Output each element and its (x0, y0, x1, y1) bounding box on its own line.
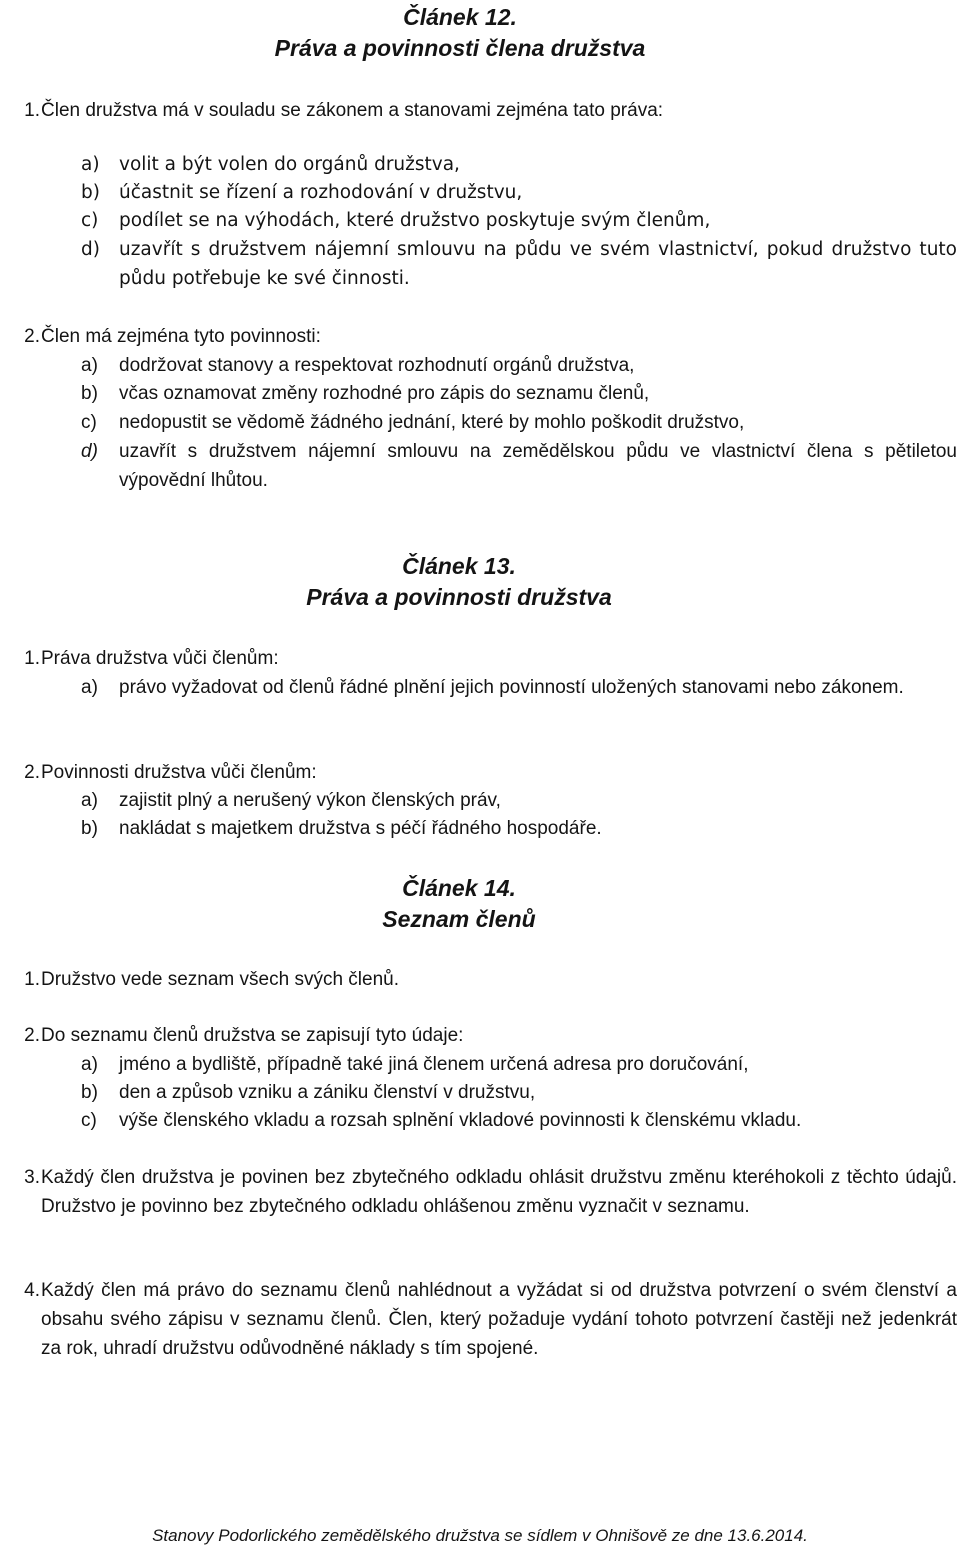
section-number: 2. (24, 762, 40, 783)
section-number: 4. (24, 1280, 40, 1301)
article-14-title: Seznam členů (382, 906, 536, 932)
list-item-text: podílet se na výhodách, které družstvo poskytuje svým členům, (119, 210, 711, 231)
section-intro: Člen družstva má v souladu se zákonem a stanovami zejména tato práva: (41, 100, 664, 121)
section-number: 2. (24, 326, 40, 347)
list-item-text: nakládat s majetkem družstva s péčí řádného hospodáře. (119, 818, 602, 839)
list-item-letter: c) (81, 412, 97, 433)
section-number: 1. (24, 648, 40, 669)
list-item-letter: d) (81, 441, 98, 462)
list-item-letter: d) (81, 239, 100, 260)
list-item-text: jméno a bydliště, případně také jiná členem určená adresa pro doručování, (119, 1054, 749, 1075)
list-item-letter: a) (81, 355, 98, 376)
section-text: Družstvo vede seznam všech svých členů. (41, 969, 399, 990)
article-13-heading: Článek 13. (402, 553, 516, 579)
section-number: 2. (24, 1025, 40, 1046)
list-item-text: právo vyžadovat od členů řádné plnění jejich povinností uložených stanovami nebo zákonem. (119, 677, 904, 698)
list-item-text: dodržovat stanovy a respektovat rozhodnutí orgánů družstva, (119, 355, 635, 376)
list-item-text: zajistit plný a nerušený výkon členských práv, (119, 790, 501, 811)
page-footer: Stanovy Podorlického zemědělského družstva se sídlem v Ohnišově ze dne 13.6.2014. (152, 1526, 808, 1545)
list-item-text: volit a být volen do orgánů družstva, (119, 154, 460, 175)
list-item-text: účastnit se řízení a rozhodování v družstvu, (119, 182, 523, 203)
list-item-letter: c) (81, 1110, 97, 1131)
list-item-text: uzavřít s družstvem nájemní smlouvu na půdu ve svém vlastnictví, pokud družstvo tuto půdu potřebuje ke své činnosti. (119, 239, 957, 289)
list-item-letter: a) (81, 154, 100, 175)
section-intro: Člen má zejména tyto povinnosti: (41, 326, 321, 347)
list-item-text: uzavřít s družstvem nájemní smlouvu na zemědělskou půdu ve vlastnictví člena s pětiletou výpovědní lhůtou. (119, 441, 957, 491)
list-item-letter: b) (81, 818, 98, 839)
list-item-text: výše členského vkladu a rozsah splnění vkladové povinnosti k členskému vkladu. (119, 1110, 802, 1131)
list-item-letter: a) (81, 790, 98, 811)
list-item-text: den a způsob vzniku a zániku členství v družstvu, (119, 1082, 536, 1103)
list-item-letter: b) (81, 383, 98, 404)
list-item-text: nedopustit se vědomě žádného jednání, které by mohlo poškodit družstvo, (119, 412, 745, 433)
section-paragraph: Každý člen družstva je povinen bez zbytečného odkladu ohlásit družstvu změnu kteréhokoli z těchto údajů. Družstvo je povinno bez zbytečného odkladu ohlášenou změnu vyznačit v seznamu. (41, 1167, 957, 1217)
list-item-letter: b) (81, 182, 100, 203)
list-item-letter: a) (81, 1054, 98, 1075)
list-item-letter: a) (81, 677, 98, 698)
list-item-text: včas oznamovat změny rozhodné pro zápis do seznamu členů, (119, 383, 650, 404)
article-12-title: Práva a povinnosti člena družstva (274, 35, 646, 61)
list-item-letter: b) (81, 1082, 98, 1103)
section-intro: Povinnosti družstva vůči členům: (41, 762, 317, 783)
article-14-heading: Článek 14. (402, 875, 516, 901)
article-12-heading: Článek 12. (403, 4, 517, 30)
section-number: 1. (24, 100, 40, 121)
section-intro: Do seznamu členů družstva se zapisují tyto údaje: (41, 1025, 464, 1046)
section-number: 1. (24, 969, 40, 990)
section-paragraph: Každý člen má právo do seznamu členů nahlédnout a vyžádat si od družstva potvrzení o svém členství a obsahu svého zápisu v seznamu členů. Člen, který požaduje vydání tohoto potvrzení častěji než jedenkrát za rok, uhradí družstvu odůvodněné náklady s tím spojené. (41, 1280, 957, 1359)
list-item-letter: c) (81, 210, 99, 231)
section-intro: Práva družstva vůči členům: (41, 648, 279, 669)
section-number: 3. (24, 1167, 40, 1188)
article-13-title: Práva a povinnosti družstva (306, 584, 612, 610)
